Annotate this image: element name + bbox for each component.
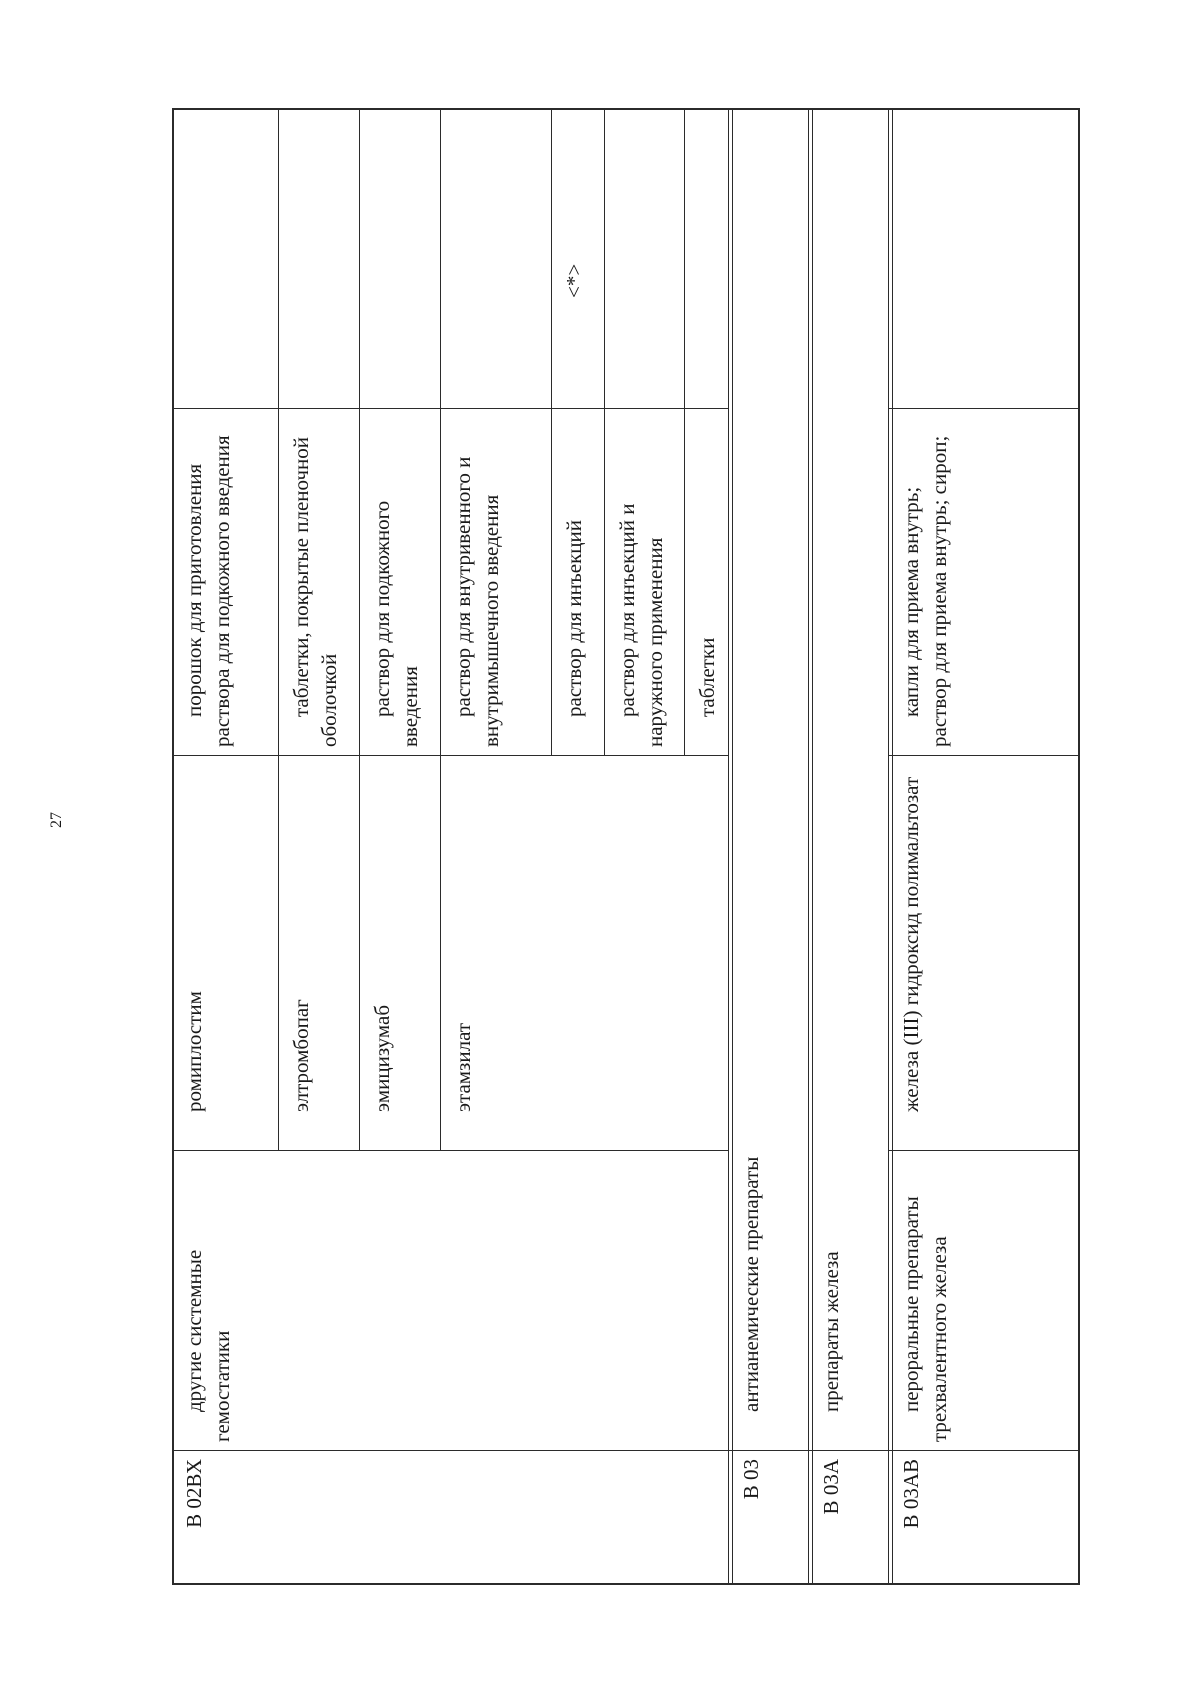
row-divider [889,108,893,1585]
drug-note-eltrombopag [279,108,360,409]
atc-group-b03a: препараты железа [809,108,889,1451]
drug-form-etamsylate-injection: раствор для инъекций [552,409,605,756]
drug-name-romiplostim: ромиплостим [172,756,279,1151]
atc-code-b03ab: В 03АВ [889,1451,1080,1585]
page-number: 27 [48,812,65,828]
drug-note-etamsylate-injection-external [605,108,685,409]
drug-form-romiplostim: порошок для приготовления раствора для подкожного введения [172,409,279,756]
drug-note-etamsylate-iv-im [441,108,552,409]
atc-group-b02bx: другие системные гемостатики [172,1151,729,1451]
drug-form-iron-polymaltose: капли для приема внутрь; раствор для приема внутрь; сироп; [889,409,1080,756]
drug-table [172,108,1080,1585]
drug-form-eltrombopag: таблетки, покрытые пленочной оболочкой [279,409,360,756]
row-divider [809,108,813,1585]
drug-form-etamsylate-iv-im: раствор для внутривенного и внутримышечного введения [441,409,552,756]
drug-note-iron-polymaltose [889,108,1080,409]
drug-name-iron-polymaltose: железа (III) гидроксид полимальтозат [889,756,1080,1151]
atc-code-b03a: В 03А [809,1451,889,1585]
atc-group-b03ab: пероральные препараты трехвалентного железа [889,1151,1080,1451]
drug-form-etamsylate-injection-external: раствор для инъекций и наружного применения [605,409,685,756]
drug-name-etamsylate: этамзилат [441,756,729,1151]
atc-group-b03: антианемические препараты [729,108,809,1451]
drug-name-emicizumab: эмицизумаб [360,756,441,1151]
drug-form-emicizumab: раствор для подкожного введения [360,409,441,756]
row-divider [729,108,733,1585]
drug-note-emicizumab [360,108,441,409]
drug-note-romiplostim [172,108,279,409]
drug-name-eltrombopag: элтромбопаг [279,756,360,1151]
drug-note-etamsylate-injection: <*> [552,108,605,409]
atc-code-b03: В 03 [729,1451,809,1585]
drug-form-etamsylate-tablets: таблетки [685,409,729,756]
drug-note-etamsylate-tablets [685,108,729,409]
atc-code-b02bx: В 02ВХ [172,1451,729,1585]
